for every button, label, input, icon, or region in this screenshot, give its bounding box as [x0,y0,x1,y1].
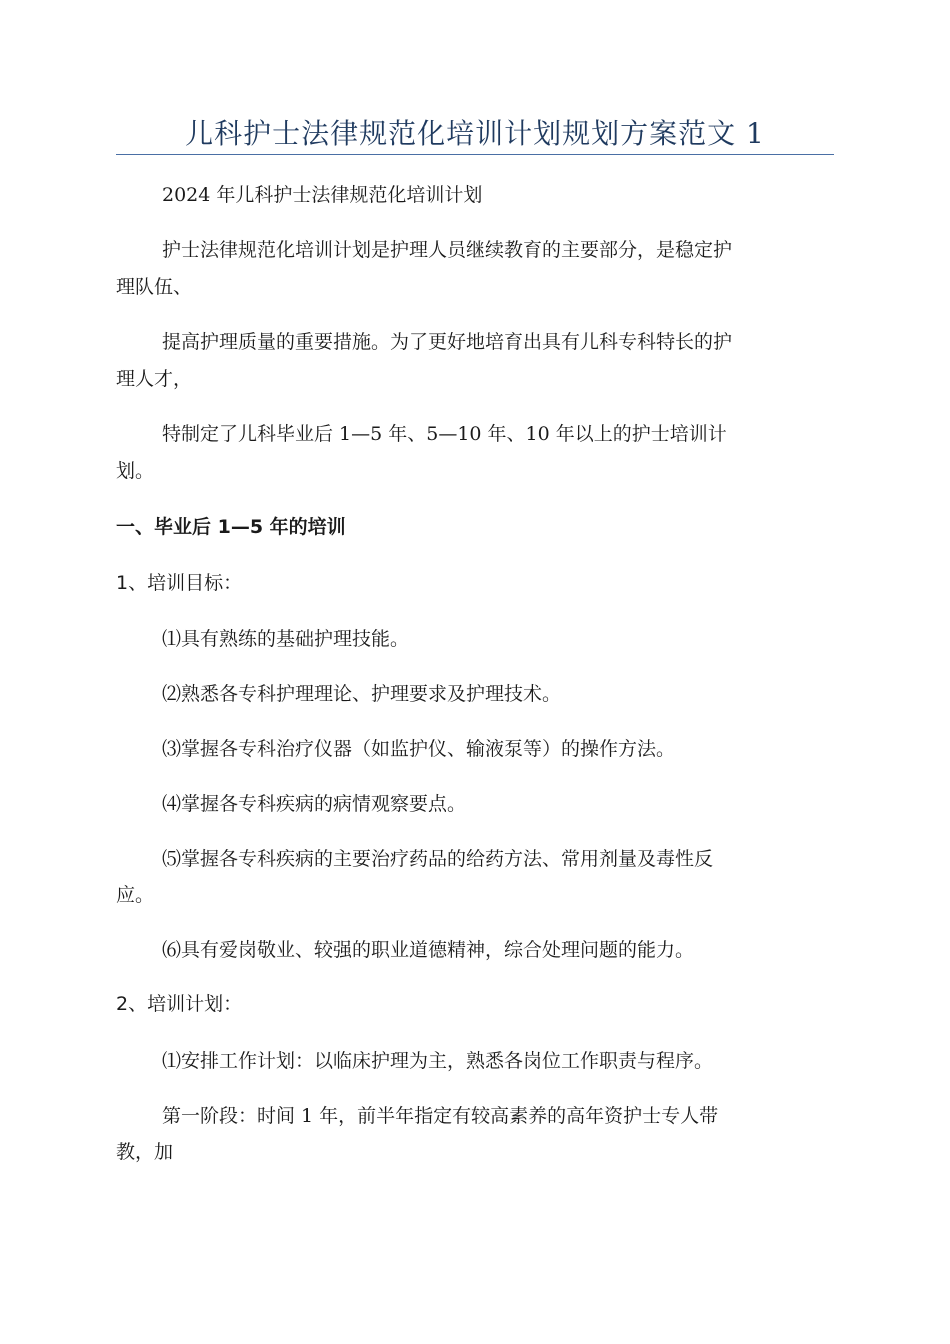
paragraph-line: 护士法律规范化培训计划是护理人员继续教育的主要部分，是稳定护 [162,239,733,261]
list-item: ⑶掌握各专科治疗仪器（如监护仪、输液泵等）的操作方法。 [162,738,676,760]
list-item: ⑵熟悉各专科护理理论、护理要求及护理技术。 [162,683,562,705]
paragraph-line: 划。 [116,460,155,482]
paragraph-line: 理队伍、 [116,276,193,298]
subsection-heading: 2、培训计划： [116,993,243,1015]
list-item: ⑹具有爱岗敬业、较强的职业道德精神，综合处理问题的能力。 [162,939,695,961]
paragraph-line: 特制定了儿科毕业后 1—5 年、5—10 年、10 年以上的护士培训计 [162,423,727,445]
paragraph-line: 教，加 [116,1141,174,1163]
title-underline [116,154,834,155]
document-title: 儿科护士法律规范化培训计划规划方案范文 1 [185,117,765,150]
subsection-heading: 1、培训目标： [116,572,243,594]
list-item: ⑴具有熟练的基础护理技能。 [162,628,410,650]
paragraph-line: 提高护理质量的重要措施。为了更好地培育出具有儿科专科特长的护 [162,331,733,353]
list-item: ⑸掌握各专科疾病的主要治疗药品的给药方法、常用剂量及毒性反 [162,848,714,870]
list-item: ⑷掌握各专科疾病的病情观察要点。 [162,793,467,815]
list-item: ⑴安排工作计划：以临床护理为主，熟悉各岗位工作职责与程序。 [162,1050,714,1072]
list-item-continuation: 应。 [116,884,155,906]
document-subtitle: 2024 年儿科护士法律规范化培训计划 [162,184,483,206]
paragraph-line: 理人才， [116,368,193,390]
section-heading: 一、毕业后 1—5 年的培训 [116,516,346,538]
paragraph-line: 第一阶段：时间 1 年，前半年指定有较高素养的高年资护士专人带 [162,1105,719,1127]
